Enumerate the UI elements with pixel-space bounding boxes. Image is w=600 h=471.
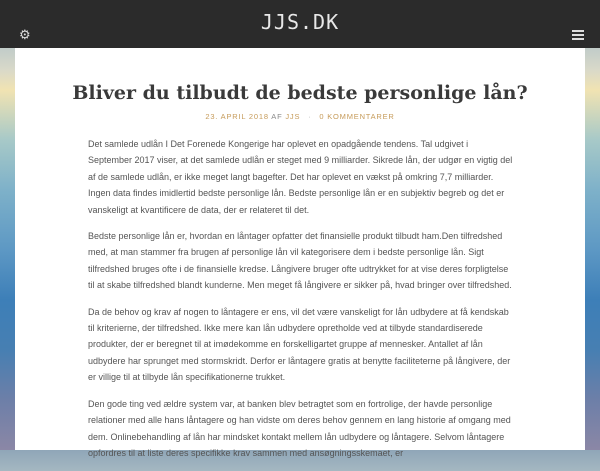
menu-line (572, 38, 584, 40)
post-author-prefix: AF (271, 112, 283, 121)
menu-line (572, 34, 584, 36)
page-background-right (586, 0, 600, 450)
post-paragraph: Det samlede udlån I Det Forenede Kongerige har oplevet en opadgående tendens. Tal udgivet i September 2017 viser, at det samlede udlån er steget med 9 milliarder. Sikrede lån, der udgør en vigtig del af de samlede udlån, er ikke meget langt bagefter. Det har oplevet en vækst på omkring 7,7 milliarder. Ingen data findes imidlertid bedste personlige lån. Bedste personlige lån er en subjektiv begreb og det er vanskeligt at kvantificere de data, der er relateret til det. (88, 139, 513, 215)
post-comments-link[interactable]: 0 KOMMENTARER (319, 112, 395, 121)
site-header (0, 0, 600, 48)
post-paragraph: Da de behov og krav af nogen to låntagere er ens, vil det være vanskeligt for lån udbydere at få kendskab til kriterierne, der tilfredshed. Ikke mere kan lån udbydere opretholde ved at tilbyde standardiserede produkter, der er beregnet til at imødekomme en forskelligartet gruppe af mennesker. Antallet af lån udbydere har sprunget med stormskridt. Derfor er låntagere gratis at benytte faciliteterne på långivere, der er villige til at tilbyde lån specifikationerne trukket. (88, 306, 511, 383)
meta-separator: · (308, 112, 312, 121)
page-background-left (0, 0, 14, 450)
post-title: Bliver du tilbudt de bedste personlige lån? (72, 82, 528, 104)
post-author-link[interactable]: JJS (285, 112, 301, 121)
site-title[interactable]: JJS.DK (260, 10, 340, 34)
hamburger-menu-icon[interactable] (572, 30, 584, 40)
post-paragraph: Bedste personlige lån er, hvordan en låntager opfatter det finansielle produkt tilbudt ham.Den tilfredshed med, at man stammer fra brugen af personlige lån vil kategorisere dem i bedste personlige lån. Sigt tilfredshed bruges ofte i de finansielle kredse. Långivere bruger ofte udtrykket for at vise deres forpligtelse til at skabe tilfredshed blandt kunderne. Men meget få långivere er sikker på, hvad bringer over tilfredshed. (88, 231, 512, 291)
post-container (15, 48, 585, 458)
gear-icon[interactable]: ⚙ (19, 27, 31, 42)
post-date-link[interactable]: 23. APRIL 2018 (205, 112, 269, 121)
post-meta (15, 112, 585, 121)
post-paragraph: Den gode ting ved ældre system var, at banken blev betragtet som en fortrolige, der havde personlige relationer med alle hans låntagere og han vidste om deres behov gennem en lang historie af omgang med dem. Onlinebehandling af lån har mindsket kontakt mellem lån udbydere og låntagere. Selvom låntagere opfordres til at liste deres specifikke krav sammen med ansøgningsskemaet, er (88, 398, 511, 458)
post-body (88, 136, 513, 471)
menu-line (572, 30, 584, 32)
